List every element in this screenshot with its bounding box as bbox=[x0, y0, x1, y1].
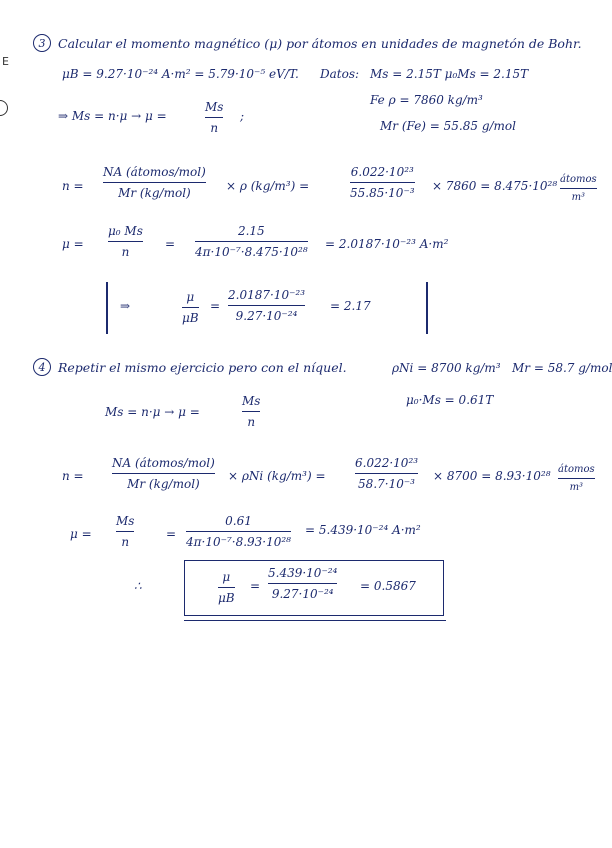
fraction-denominator: n bbox=[121, 535, 130, 549]
problem4-n-times: × ρNi (kg/m³) = bbox=[228, 469, 326, 483]
problem3-datos-label: Datos: bbox=[320, 67, 360, 81]
fraction-numerator: μ bbox=[222, 570, 231, 584]
problem4-n-value-fraction bbox=[355, 456, 418, 491]
problem3-n-fraction bbox=[103, 165, 206, 200]
fraction-denominator: 55.85·10⁻³ bbox=[350, 186, 415, 200]
fraction-denominator: 58.7·10⁻³ bbox=[358, 477, 415, 491]
problem4-ms-equation: Ms = n·μ → μ = bbox=[105, 405, 200, 419]
problem4-n-unit bbox=[558, 464, 595, 493]
problem3-ratio-fraction bbox=[182, 290, 199, 325]
problem4-ratio-equals: = bbox=[250, 579, 261, 593]
problem3-ratio-result: = 2.17 bbox=[330, 299, 371, 313]
problem3-n-value-fraction bbox=[350, 165, 415, 200]
fraction-denominator: 4π·10⁻⁷·8.93·10²⁸ bbox=[186, 535, 291, 549]
fraction-denominator: μB bbox=[182, 311, 199, 325]
problem4-title: Repetir el mismo ejercicio pero con el níquel. bbox=[58, 360, 347, 375]
problem3-mu-value-fraction bbox=[195, 224, 308, 259]
problem3-ratio-value-fraction bbox=[228, 288, 305, 323]
fraction-numerator: 2.0187·10⁻²³ bbox=[228, 288, 306, 302]
problem4-number: 4 bbox=[33, 358, 51, 376]
unit-denominator: m³ bbox=[569, 482, 584, 493]
fraction-denominator: Mr (kg/mol) bbox=[127, 477, 200, 491]
problem4-mr: Mr = 58.7 g/mol bbox=[512, 361, 612, 375]
problem4-ms-fraction bbox=[242, 394, 260, 429]
problem3-title: Calcular el momento magnético (μ) por átomos en unidades de magnetón de Bohr. bbox=[58, 36, 582, 51]
problem3-mu-fraction bbox=[108, 224, 143, 259]
fraction-denominator: 9.27·10⁻²⁴ bbox=[235, 309, 298, 323]
problem3-datos-ms: Ms = 2.15T μ₀Ms = 2.15T bbox=[370, 67, 529, 81]
problem4-mu-fraction bbox=[116, 514, 134, 549]
problem4-ratio-fraction bbox=[218, 570, 235, 605]
problem4-result-underline bbox=[184, 620, 446, 621]
problem3-mu-label: μ = bbox=[62, 237, 84, 251]
problem3-datos-mr: Mr (Fe) = 55.85 g/mol bbox=[380, 119, 516, 133]
problem4-n-fraction bbox=[112, 456, 215, 491]
fraction-numerator: 5.439·10⁻²⁴ bbox=[268, 566, 338, 580]
fraction-numerator: NA (átomos/mol) bbox=[103, 165, 206, 179]
problem4-ratio-result: = 0.5867 bbox=[360, 579, 416, 593]
problem3-bohr-line: μB = 9.27·10⁻²⁴ A·m² = 5.79·10⁻⁵ eV/T. bbox=[62, 67, 299, 81]
fraction-numerator: μ₀ Ms bbox=[108, 224, 143, 238]
fraction-denominator: n bbox=[121, 245, 130, 259]
problem4-rho: ρNi = 8700 kg/m³ bbox=[392, 361, 501, 375]
problem3-n-label: n = bbox=[62, 179, 84, 193]
fraction-numerator: μ bbox=[186, 290, 195, 304]
unit-numerator: átomos bbox=[560, 174, 597, 185]
problem3-n-result: × 7860 = 8.475·10²⁸ bbox=[432, 179, 558, 193]
fraction-numerator: 6.022·10²³ bbox=[355, 456, 419, 470]
unit-numerator: átomos bbox=[558, 464, 595, 475]
unit-denominator: m³ bbox=[571, 192, 586, 203]
fraction-denominator: 4π·10⁻⁷·8.475·10²⁸ bbox=[195, 245, 308, 259]
fraction-denominator: n bbox=[247, 415, 256, 429]
fraction-numerator: Ms bbox=[205, 100, 224, 114]
problem3-mu-equals: = bbox=[165, 237, 176, 251]
fraction-denominator: n bbox=[210, 121, 219, 135]
fraction-numerator: Ms bbox=[242, 394, 261, 408]
fraction-numerator: Ms bbox=[116, 514, 135, 528]
problem3-n-unit bbox=[560, 174, 597, 203]
problem3-n-times: × ρ (kg/m³) = bbox=[226, 179, 310, 193]
problem4-ratio-value-fraction bbox=[268, 566, 337, 601]
problem3-ms-equation: ⇒ Ms = n·μ → μ = bbox=[58, 109, 167, 123]
fraction-numerator: 6.022·10²³ bbox=[350, 165, 414, 179]
fraction-denominator: μB bbox=[218, 591, 235, 605]
problem3-ratio-prefix: ⇒ bbox=[120, 299, 131, 313]
problem3-semicolon: ; bbox=[240, 109, 245, 123]
fraction-denominator: 9.27·10⁻²⁴ bbox=[271, 587, 334, 601]
problem4-mu-value-fraction bbox=[186, 514, 291, 549]
problem4-mu0ms: μ₀·Ms = 0.61T bbox=[406, 393, 494, 407]
margin-letter: E bbox=[2, 55, 9, 68]
fraction-numerator: 2.15 bbox=[237, 224, 265, 238]
problem4-mu-equals: = bbox=[166, 527, 177, 541]
problem3-number: 3 bbox=[33, 34, 51, 52]
problem3-ms-fraction bbox=[205, 100, 223, 135]
problem4-n-label: n = bbox=[62, 469, 84, 483]
fraction-numerator: 0.61 bbox=[225, 514, 252, 528]
problem4-mu-result: = 5.439·10⁻²⁴ A·m² bbox=[305, 523, 421, 537]
problem3-datos-rho: Fe ρ = 7860 kg/m³ bbox=[370, 93, 483, 107]
problem3-mu-result: = 2.0187·10⁻²³ A·m² bbox=[325, 237, 449, 251]
problem4-mu-label: μ = bbox=[70, 527, 92, 541]
problem4-ratio-prefix: ∴ bbox=[134, 579, 142, 593]
problem3-ratio-equals: = bbox=[210, 299, 221, 313]
fraction-denominator: Mr (kg/mol) bbox=[118, 186, 191, 200]
problem4-n-result: × 8700 = 8.93·10²⁸ bbox=[433, 469, 551, 483]
binder-hole bbox=[0, 100, 8, 116]
fraction-numerator: NA (átomos/mol) bbox=[112, 456, 215, 470]
